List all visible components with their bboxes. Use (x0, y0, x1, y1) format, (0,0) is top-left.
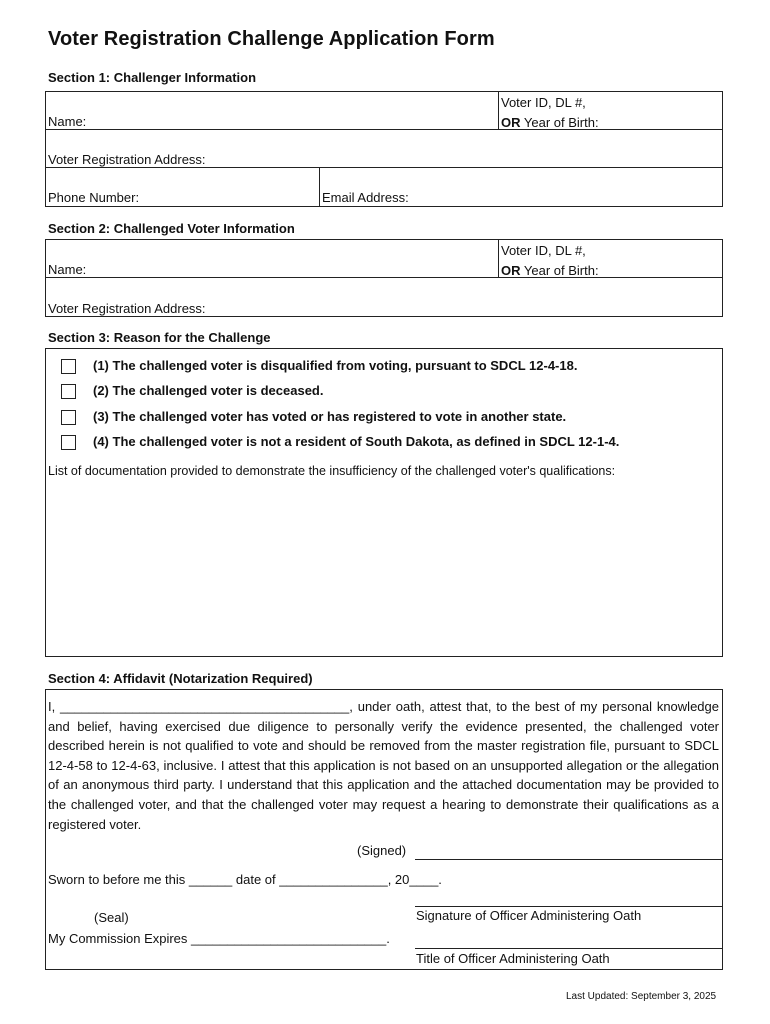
officer-signature-label: Signature of Officer Administering Oath (416, 908, 642, 923)
signature-line[interactable] (415, 859, 723, 860)
challenger-address-field[interactable]: Voter Registration Address: (48, 152, 206, 167)
yob-label: Year of Birth: (523, 115, 599, 130)
divider (45, 167, 723, 168)
or-label: OR (501, 263, 521, 278)
or-label: OR (501, 115, 521, 130)
reason-checkbox-1[interactable] (61, 359, 76, 374)
commission-expires-field[interactable]: My Commission Expires ___________________________. (48, 931, 390, 946)
section4-heading: Section 4: Affidavit (Notarization Required) (48, 671, 313, 686)
reason-label-3: (3) The challenged voter has voted or has registered to vote in another state. (93, 409, 567, 424)
challenger-email-field[interactable]: Email Address: (322, 190, 409, 205)
challenged-yob-field[interactable] (501, 263, 599, 278)
reason-label-2: (2) The challenged voter is deceased. (93, 383, 324, 398)
reason-checkbox-2[interactable] (61, 384, 76, 399)
reason-checkbox-4[interactable] (61, 435, 76, 450)
yob-label: Year of Birth: (523, 263, 599, 278)
challenger-yob-field[interactable] (501, 115, 599, 130)
documentation-field[interactable]: List of documentation provided to demonstrate the insufficiency of the challenged voter's qualifications: (48, 464, 616, 478)
divider (45, 277, 723, 278)
reason-label-4: (4) The challenged voter is not a resident of South Dakota, as defined in SDCL 12-1-4. (93, 434, 620, 449)
page-title: Voter Registration Challenge Application Form (48, 28, 495, 50)
challenged-name-field[interactable]: Name: (48, 262, 87, 277)
affiant-name-field[interactable]: I, ________________________________________, (48, 699, 353, 714)
divider (45, 129, 723, 130)
officer-signature-line[interactable] (415, 906, 723, 907)
reason-checkbox-3[interactable] (61, 410, 76, 425)
divider (319, 167, 320, 207)
section2-heading: Section 2: Challenged Voter Information (48, 221, 295, 236)
seal-label: (Seal) (94, 910, 129, 925)
challenged-voter-id-label: Voter ID, DL #, (501, 243, 586, 258)
last-updated: Last Updated: September 3, 2025 (566, 991, 717, 1002)
sworn-date-field[interactable]: Sworn to before me this ______ date of _______________, 20____. (48, 872, 442, 887)
section1-heading: Section 1: Challenger Information (48, 70, 257, 85)
officer-title-label: Title of Officer Administering Oath (416, 951, 610, 966)
challenger-name-field[interactable]: Name: (48, 114, 87, 129)
challenger-voter-id-label: Voter ID, DL #, (501, 95, 586, 110)
challenger-phone-field[interactable]: Phone Number: (48, 190, 140, 205)
signed-label: (Signed) (357, 843, 407, 858)
affidavit-text: under oath, attest that, to the best of my personal knowledge and belief, having exercised due diligence to personally verify the evidence presented, the challenged voter described herein is not qualified to vote and should be removed from the master registration file, pursuant to SDCL 12-4-58 to 12-4-63, inclusive. I attest that this application is not based on an unsupported allegation or the allegation of an anonymous third party. I understand that this application and the attached documentation may be provided to the challenged voter, and that the challenged voter may request a hearing to demonstrate their qualifications as a registered voter. (48, 699, 719, 832)
affidavit-paragraph (48, 697, 719, 834)
divider (498, 239, 499, 277)
challenged-address-field[interactable]: Voter Registration Address: (48, 301, 206, 316)
officer-title-line[interactable] (415, 948, 723, 949)
divider (498, 91, 499, 129)
reason-label-1: (1) The challenged voter is disqualified from voting, pursuant to SDCL 12-4-18. (93, 358, 578, 373)
section3-heading: Section 3: Reason for the Challenge (48, 330, 271, 345)
